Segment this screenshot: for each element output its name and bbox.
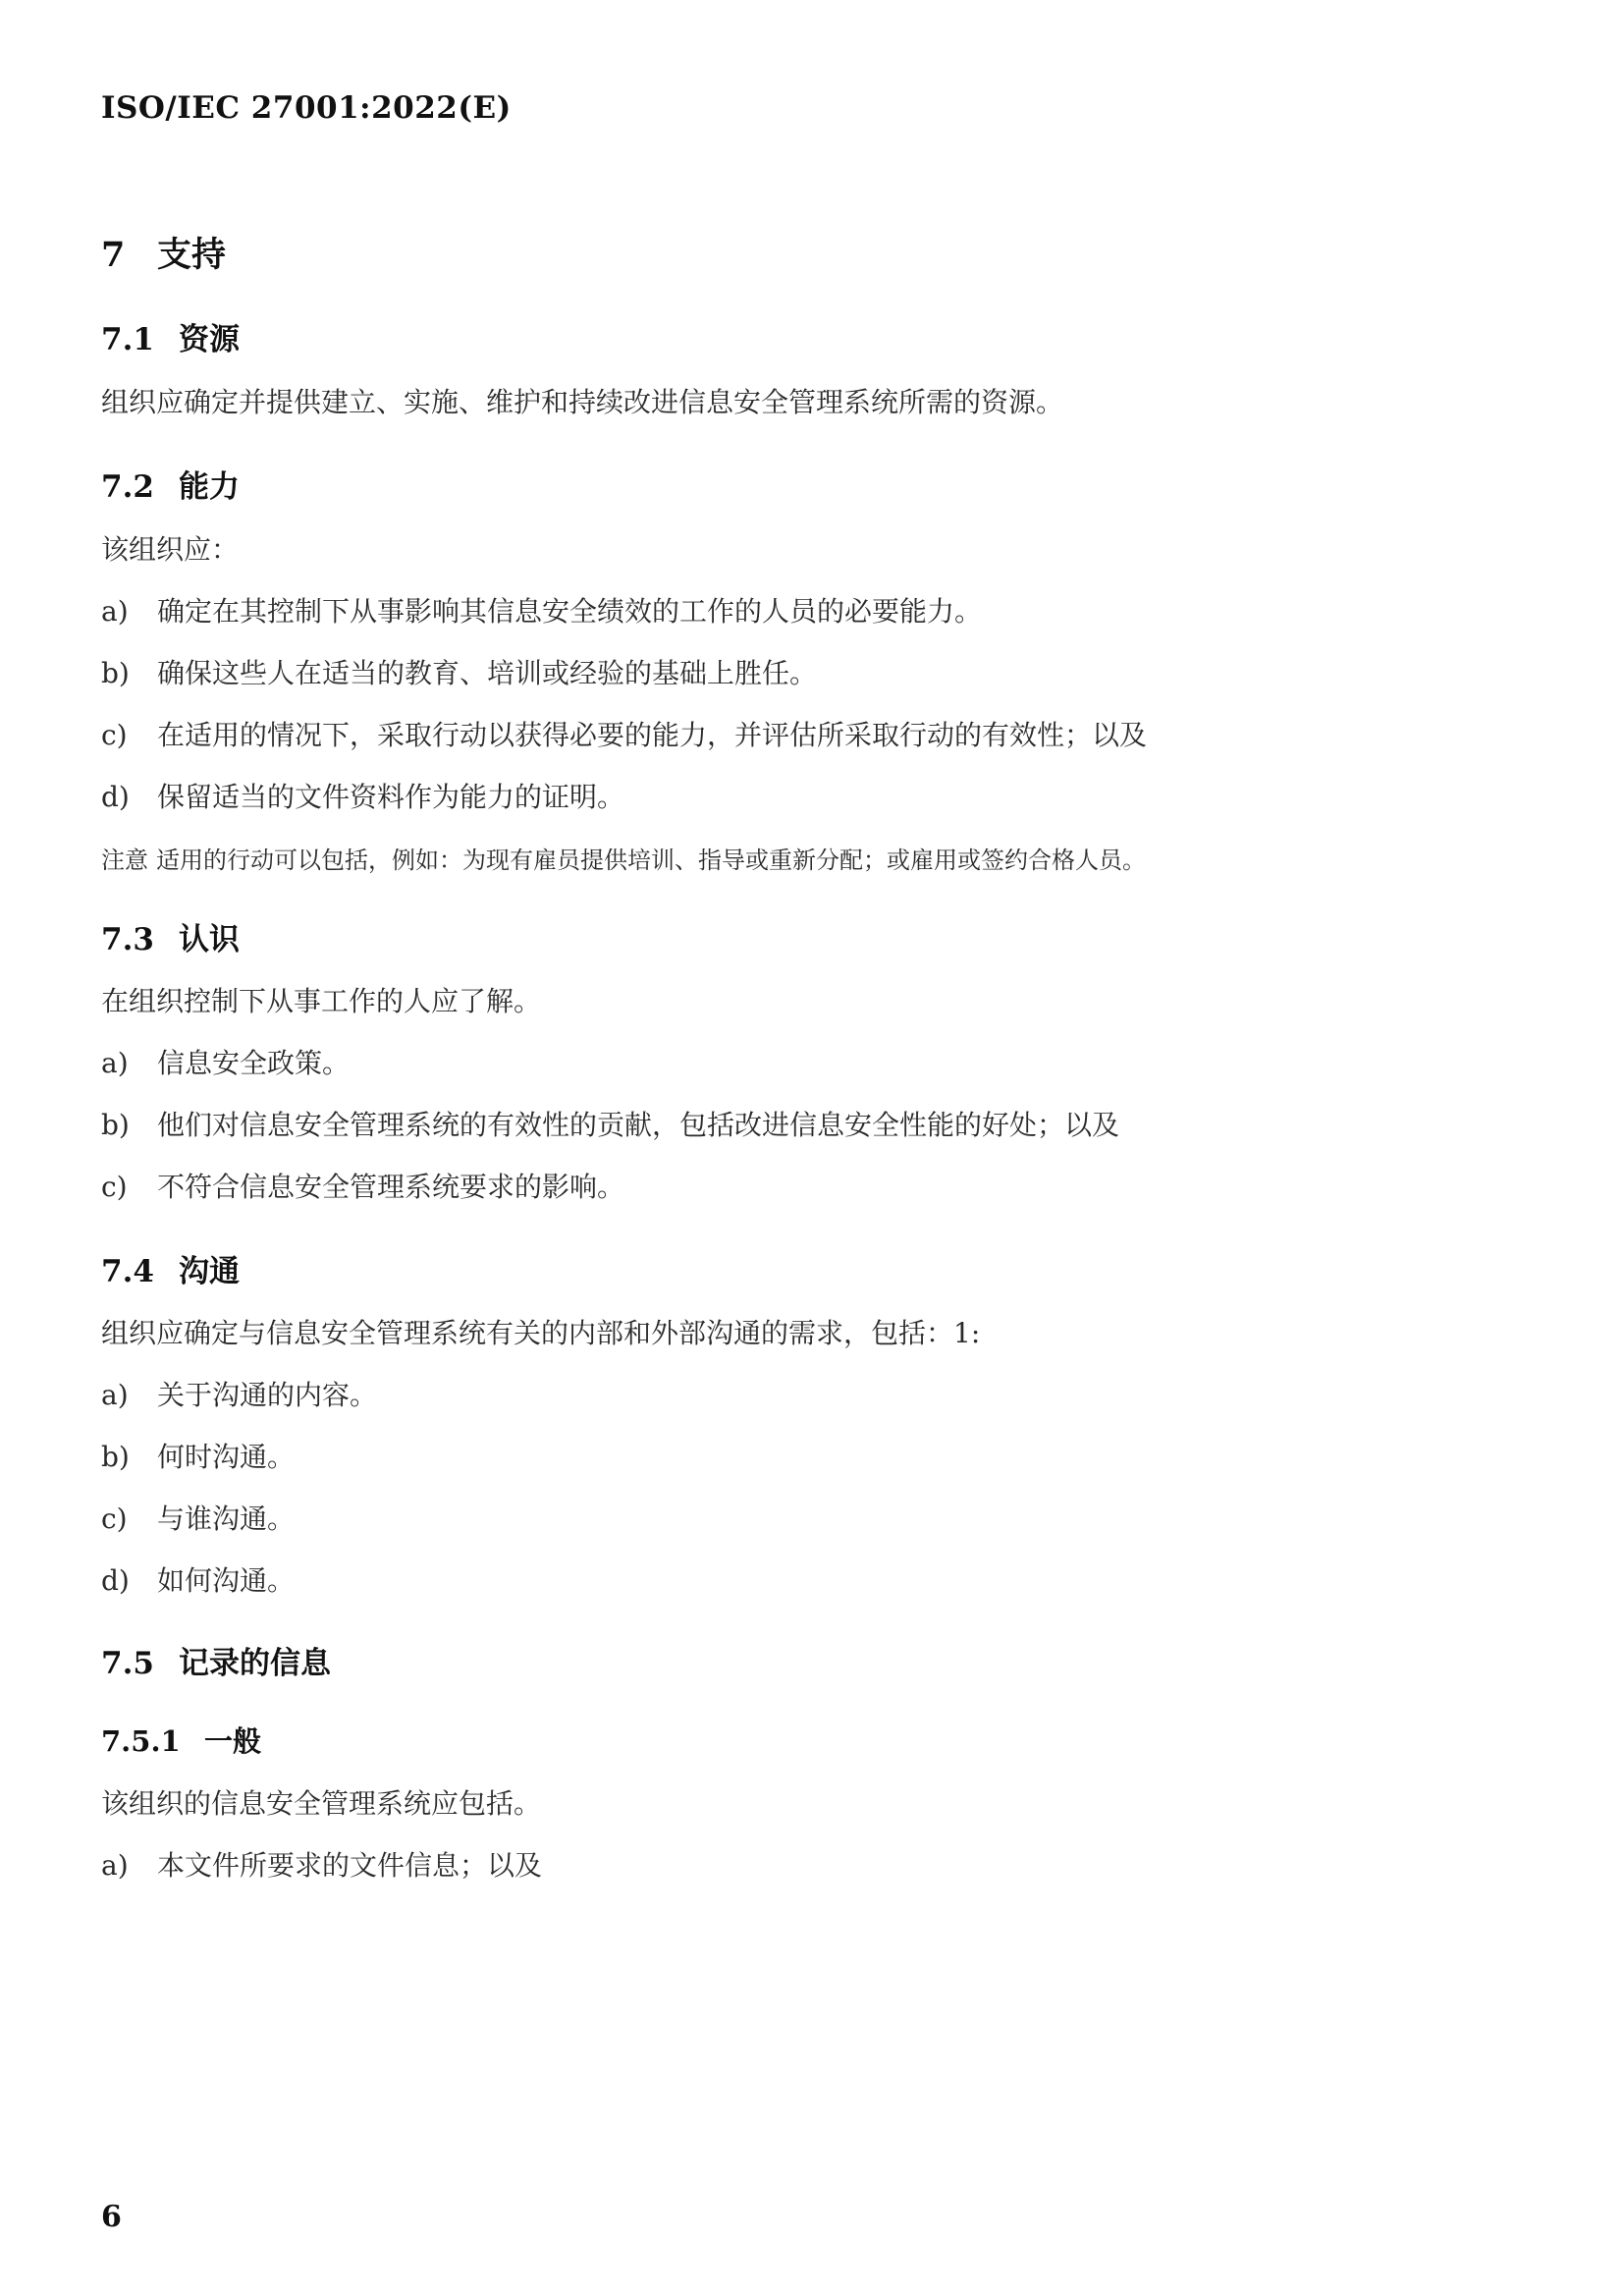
list-marker: a) <box>101 595 129 628</box>
section-7-5-heading <box>101 1638 331 1682</box>
section-number: 7.1 <box>101 322 154 357</box>
section-title: 一般 <box>204 1724 262 1758</box>
list-marker: a) <box>101 1379 129 1411</box>
section-number: 7.5 <box>101 1646 154 1681</box>
section-7-3-heading <box>101 914 240 958</box>
list-text: 与谁沟通。 <box>157 1503 296 1535</box>
section-number: 7.3 <box>101 922 154 957</box>
list-text: 如何沟通。 <box>157 1564 296 1597</box>
list-marker: c) <box>101 719 128 751</box>
list-item <box>101 714 1147 753</box>
section-title: 记录的信息 <box>179 1646 331 1681</box>
list-marker: b) <box>101 657 130 689</box>
list-text: 本文件所要求的文件信息；以及 <box>157 1849 543 1882</box>
list-item <box>101 652 817 691</box>
section-title: 能力 <box>179 469 240 505</box>
list-marker: b) <box>101 1441 130 1473</box>
section-7-2-intro: 该组织应： <box>101 533 240 566</box>
list-item <box>101 1498 295 1537</box>
list-marker: c) <box>101 1503 128 1535</box>
section-7-2-heading <box>101 462 240 506</box>
section-number: 7.5.1 <box>101 1724 181 1758</box>
list-item <box>101 1436 295 1475</box>
list-text: 在适用的情况下，采取行动以获得必要的能力，并评估所采取行动的有效性；以及 <box>157 719 1148 751</box>
note-label: 注意 <box>101 847 148 874</box>
list-text: 保留适当的文件资料作为能力的证明。 <box>157 781 625 813</box>
list-marker: d) <box>101 781 130 813</box>
section-7-4-intro: 组织应确定与信息安全管理系统有关的内部和外部沟通的需求，包括：1: <box>101 1317 981 1349</box>
page-number: 6 <box>101 2200 122 2234</box>
list-text: 他们对信息安全管理系统的有效性的贡献，包括改进信息安全性能的好处；以及 <box>157 1109 1120 1141</box>
list-item <box>101 1042 350 1081</box>
list-item <box>101 590 982 629</box>
standard-header: ISO/IEC 27001:2022(E) <box>101 90 512 126</box>
list-marker: a) <box>101 1849 129 1882</box>
list-marker: c) <box>101 1171 128 1203</box>
note-text: 适用的行动可以包括，例如：为现有雇员提供培训、指导或重新分配；或雇用或签约合格人员。 <box>156 847 1146 874</box>
list-text: 确定在其控制下从事影响其信息安全绩效的工作的人员的必要能力。 <box>157 595 983 628</box>
list-text: 确保这些人在适当的教育、培训或经验的基础上胜任。 <box>157 657 818 689</box>
note <box>101 841 1146 875</box>
section-7-5-1-intro: 该组织的信息安全管理系统应包括。 <box>101 1787 542 1820</box>
section-title: 资源 <box>179 322 240 357</box>
section-title: 支持 <box>157 235 227 275</box>
section-title: 沟通 <box>179 1254 240 1289</box>
list-item <box>101 1844 542 1884</box>
section-7-5-1-heading <box>101 1720 261 1760</box>
list-item <box>101 1104 1119 1143</box>
list-item <box>101 776 624 815</box>
list-text: 信息安全政策。 <box>157 1047 351 1079</box>
list-item <box>101 1166 624 1205</box>
list-text: 何时沟通。 <box>157 1441 296 1473</box>
list-marker: d) <box>101 1564 130 1597</box>
section-number: 7 <box>101 235 126 275</box>
section-7-1-text: 组织应确定并提供建立、实施、维护和持续改进信息安全管理系统所需的资源。 <box>101 386 1064 418</box>
section-title: 认识 <box>179 922 240 957</box>
list-text: 不符合信息安全管理系统要求的影响。 <box>157 1171 625 1203</box>
list-marker: b) <box>101 1109 130 1141</box>
section-7-1-heading <box>101 314 240 358</box>
section-7-heading <box>101 228 226 277</box>
list-marker: a) <box>101 1047 129 1079</box>
section-7-4-heading <box>101 1246 240 1290</box>
list-item <box>101 1559 295 1599</box>
section-7-3-intro: 在组织控制下从事工作的人应了解。 <box>101 985 542 1017</box>
list-item <box>101 1374 377 1413</box>
section-number: 7.4 <box>101 1254 154 1289</box>
list-text: 关于沟通的内容。 <box>157 1379 378 1411</box>
section-number: 7.2 <box>101 469 154 505</box>
